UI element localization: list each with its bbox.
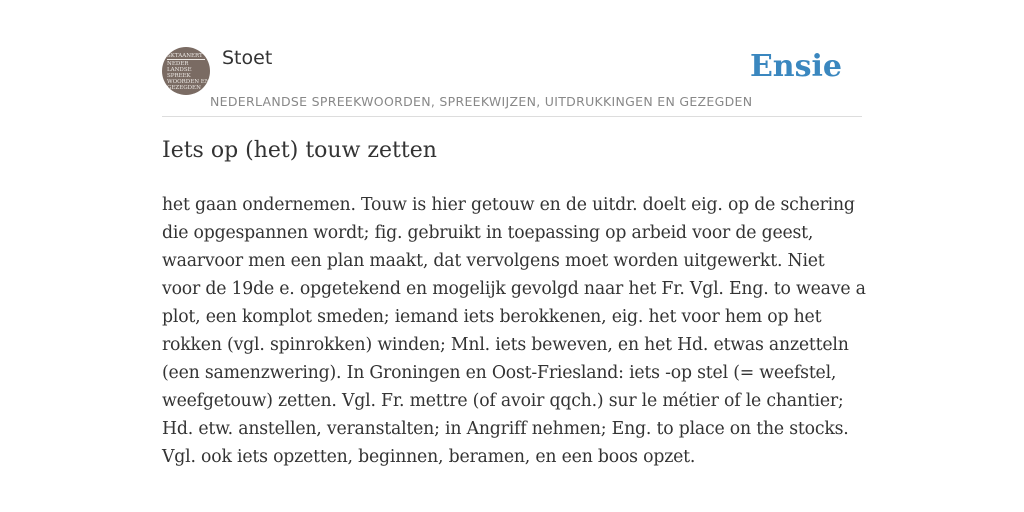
body-line: plot, een komplot smeden; iemand iets berokkenen, eig. het voor hem op het — [162, 307, 822, 327]
entry-title: Iets op (het) touw zetten — [162, 138, 437, 163]
author-name[interactable]: Stoet — [222, 47, 273, 69]
author-avatar[interactable] — [162, 47, 210, 95]
body-line: die opgespannen wordt; fig. gebruikt in toepassing op arbeid voor de geest, — [162, 223, 814, 243]
header — [162, 44, 862, 117]
body-line: waarvoor men een plan maakt, dat vervolgens moet worden uitgewerkt. Niet — [162, 251, 825, 271]
avatar-text-line: SKTAANERT — [167, 53, 205, 60]
avatar-text-line: SPREEK — [167, 73, 191, 79]
body-line: weefgetouw) zetten. Vgl. Fr. mettre (of avoir qqch.) sur le métier of le chantier; — [162, 391, 844, 411]
body-line: rokken (vgl. spinrokken) winden; Mnl. iets beweven, en het Hd. etwas anzetteln — [162, 335, 849, 355]
body-line: (een samenzwering). In Groningen en Oost-Friesland: iets -op stel (= weefstel, — [162, 363, 837, 383]
entry-body — [162, 191, 866, 471]
source-subtitle[interactable]: NEDERLANDSE SPREEKWOORDEN, SPREEKWIJZEN, UITDRUKKINGEN EN GEZEGDEN — [210, 94, 753, 109]
avatar-text-line: NEDER — [167, 61, 189, 67]
ensie-logo[interactable]: Ensie — [749, 49, 842, 84]
body-line: voor de 19de e. opgetekend en mogelijk gevolgd naar het Fr. Vgl. Eng. to weave a — [162, 279, 866, 299]
body-line: Vgl. ook iets opzetten, beginnen, beramen, en een boos opzet. — [162, 447, 696, 467]
avatar-text-line: LANDSE — [167, 67, 192, 73]
body-line: het gaan ondernemen. Touw is hier getouw en de uitdr. doelt eig. op de schering — [162, 195, 855, 215]
avatar-text-line: WOORDEN EN — [167, 79, 210, 85]
avatar-text-line: GEZEGDEN — [167, 85, 201, 91]
body-line: Hd. etw. anstellen, veranstalten; in Angriff nehmen; Eng. to place on the stocks. — [162, 419, 849, 439]
